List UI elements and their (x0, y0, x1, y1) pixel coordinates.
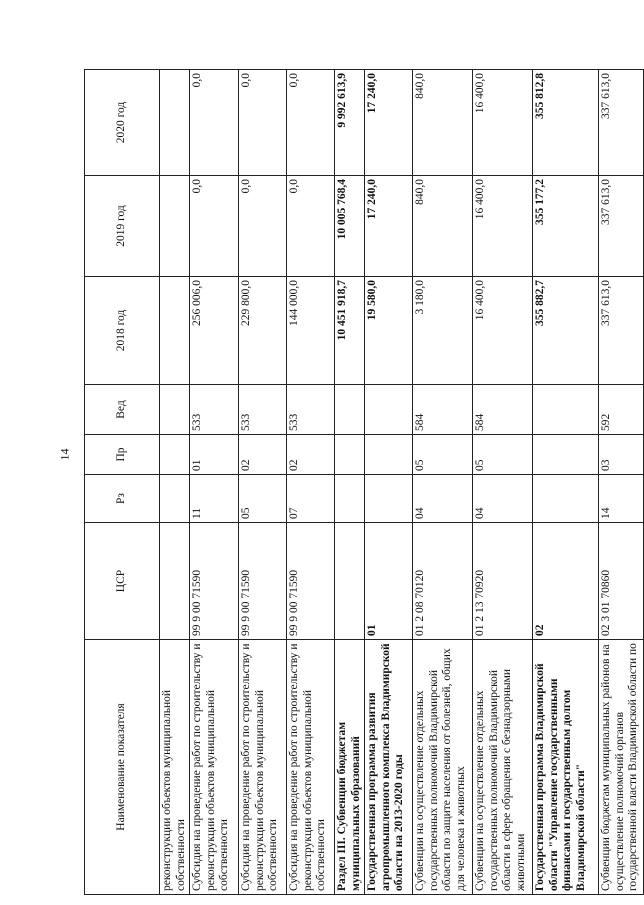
cell-ved (365, 385, 413, 435)
cell-2020 (160, 70, 190, 176)
cell-csr: 01 (365, 523, 413, 640)
cell-rz: 07 (287, 475, 335, 523)
cell-name: Субсидия на проведение работ по строительству и реконструкции объектов муниципальной собственности (287, 640, 335, 895)
cell-ved (335, 385, 365, 435)
cell-pr: 02 (287, 435, 335, 475)
cell-ved: 592 (599, 385, 644, 435)
cell-csr: 02 (533, 523, 599, 640)
cell-pr (365, 435, 413, 475)
table-row (335, 70, 365, 895)
header-name: Наименование показателя (85, 640, 160, 895)
table-row (365, 70, 413, 895)
budget-table-container (84, 70, 639, 895)
cell-name: Субвенции бюджетам муниципальных районов на осуществление полномочий органов государственной власти Владимирской области по (599, 640, 644, 895)
header-pr: Пр (85, 435, 160, 475)
cell-pr: 05 (413, 435, 473, 475)
cell-name: Государственная программа Владимирской области "Управление государственными финансами и государственным долгом Владимирской области" (533, 640, 599, 895)
table-row (599, 70, 644, 895)
cell-rz: 11 (190, 475, 239, 523)
cell-2019: 0,0 (239, 176, 287, 277)
cell-2018: 337 613,0 (599, 277, 644, 385)
cell-rz: 05 (239, 475, 287, 523)
cell-2019: 840,0 (413, 176, 473, 277)
table-row (413, 70, 473, 895)
cell-2019: 17 240,0 (365, 176, 413, 277)
cell-2018: 256 006,0 (190, 277, 239, 385)
cell-2020: 16 400,0 (473, 70, 533, 176)
cell-2020: 840,0 (413, 70, 473, 176)
header-2020: 2020 год (85, 70, 160, 176)
cell-name: Раздел III. Субвенции бюджетам муниципальных образований (335, 640, 365, 895)
cell-2019 (160, 176, 190, 277)
cell-name: Субвенции на осуществление отдельных государственных полномочий Владимирской области в сфере обращения с безнадзорными животными (473, 640, 533, 895)
cell-name: Субсидия на проведение работ по строительству и реконструкции объектов муниципальной собственности (239, 640, 287, 895)
cell-ved: 584 (413, 385, 473, 435)
header-2018: 2018 год (85, 277, 160, 385)
cell-name: реконструкции объектов муниципальной собственности (160, 640, 190, 895)
header-rz: Рз (85, 475, 160, 523)
cell-rz (335, 475, 365, 523)
cell-ved: 533 (287, 385, 335, 435)
cell-2018: 355 882,7 (533, 277, 599, 385)
cell-pr: 01 (190, 435, 239, 475)
cell-2020: 0,0 (287, 70, 335, 176)
table-row (239, 70, 287, 895)
cell-2018: 229 800,0 (239, 277, 287, 385)
cell-2019: 355 177,2 (533, 176, 599, 277)
cell-2020: 9 992 613,9 (335, 70, 365, 176)
cell-2019: 0,0 (287, 176, 335, 277)
header-2019: 2019 год (85, 176, 160, 277)
cell-2018: 10 451 918,7 (335, 277, 365, 385)
cell-name: Субвенции на осуществление отдельных государственных полномочий Владимирской области по защите населения от болезней, общих для человека и животных (413, 640, 473, 895)
cell-2018: 144 000,0 (287, 277, 335, 385)
cell-rz: 04 (413, 475, 473, 523)
header-ved: Вед (85, 385, 160, 435)
cell-2018: 3 180,0 (413, 277, 473, 385)
cell-2020: 0,0 (190, 70, 239, 176)
cell-2018: 16 400,0 (473, 277, 533, 385)
cell-pr: 03 (599, 435, 644, 475)
cell-csr: 01 2 13 70920 (473, 523, 533, 640)
cell-rz (533, 475, 599, 523)
cell-rz (365, 475, 413, 523)
cell-csr: 01 2 08 70120 (413, 523, 473, 640)
cell-csr (335, 523, 365, 640)
cell-2019: 337 613,0 (599, 176, 644, 277)
cell-2019: 0,0 (190, 176, 239, 277)
cell-ved: 533 (190, 385, 239, 435)
cell-csr: 02 3 01 70860 (599, 523, 644, 640)
cell-ved: 584 (473, 385, 533, 435)
cell-2019: 10 005 768,4 (335, 176, 365, 277)
cell-csr: 99 9 00 71590 (287, 523, 335, 640)
cell-ved (160, 385, 190, 435)
page-number: 14 (57, 448, 72, 461)
budget-table (84, 69, 644, 895)
table-header-row (85, 70, 160, 895)
cell-2018: 19 580,0 (365, 277, 413, 385)
table-row (533, 70, 599, 895)
cell-2020: 337 613,0 (599, 70, 644, 176)
table-row (473, 70, 533, 895)
cell-ved (533, 385, 599, 435)
cell-pr: 05 (473, 435, 533, 475)
cell-pr (160, 435, 190, 475)
table-row (160, 70, 190, 895)
cell-2018 (160, 277, 190, 385)
table-row (190, 70, 239, 895)
cell-csr (160, 523, 190, 640)
cell-2020: 355 812,8 (533, 70, 599, 176)
cell-csr: 99 9 00 71590 (239, 523, 287, 640)
cell-2020: 0,0 (239, 70, 287, 176)
cell-name: Государственная программа развития агропромышленного комплекса Владимирской области на 2013-2020 годы (365, 640, 413, 895)
cell-name: Субсидия на проведение работ по строительству и реконструкции объектов муниципальной собственности (190, 640, 239, 895)
cell-pr (335, 435, 365, 475)
cell-csr: 99 9 00 71590 (190, 523, 239, 640)
cell-2020: 17 240,0 (365, 70, 413, 176)
cell-pr: 02 (239, 435, 287, 475)
table-row (287, 70, 335, 895)
header-csr: ЦСР (85, 523, 160, 640)
cell-rz: 04 (473, 475, 533, 523)
cell-ved: 533 (239, 385, 287, 435)
cell-rz (160, 475, 190, 523)
cell-2019: 16 400,0 (473, 176, 533, 277)
cell-rz: 14 (599, 475, 644, 523)
cell-pr (533, 435, 599, 475)
